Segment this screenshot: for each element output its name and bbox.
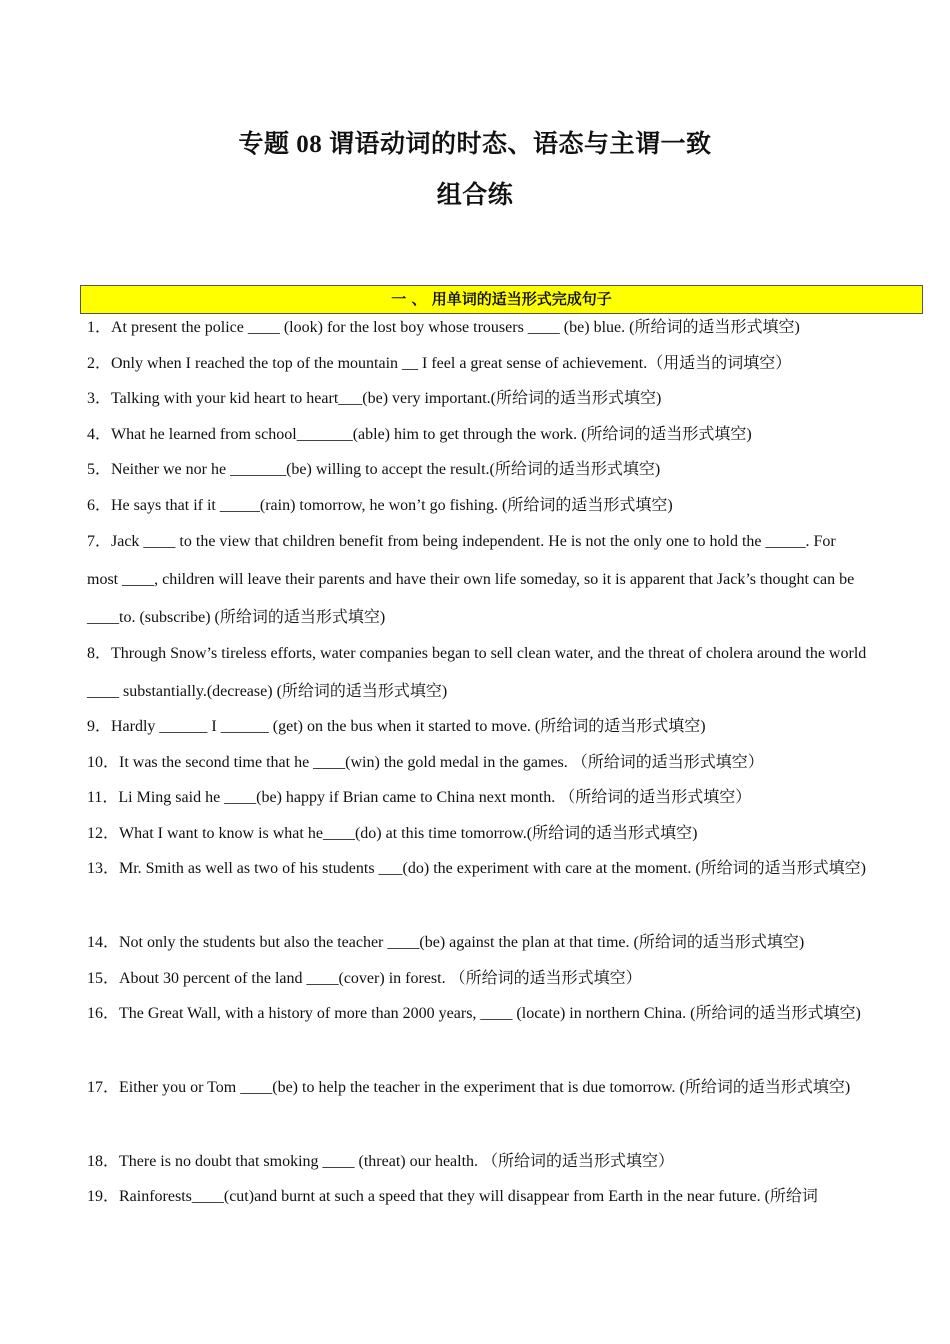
question-item: 7．Jack ____ to the view that children benefit from being independent. He is not the only one to hold the _____. For most ____, children will leave their parents and have their own life someday, so it is apparent that Jack’s thought can be ____to. (subscribe) (所给词的适当形式填空) <box>87 533 855 626</box>
page-title: 专题 08 谓语动词的时态、语态与主谓一致 <box>238 131 712 158</box>
question-item: 2．Only when I reached the top of the mountain __ I feel a great sense of achievement.（用适当的词填空） <box>87 355 792 372</box>
page-subtitle: 组合练 <box>436 182 514 209</box>
question-item: 1．At present the police ____ (look) for the lost boy whose trousers ____ (be) blue. (所给词的适当形式填空) <box>87 319 800 336</box>
question-item: 5．Neither we nor he _______(be) willing to accept the result.(所给词的适当形式填空) <box>87 461 661 478</box>
question-item: 14．Not only the students but also the teacher ____(be) against the plan at that time. (所给词的适当形式填空) <box>87 934 805 951</box>
question-item: 11．Li Ming said he ____(be) happy if Brian came to China next month. （所给词的适当形式填空） <box>87 789 752 806</box>
question-item: 9．Hardly ______ I ______ (get) on the bus when it started to move. (所给词的适当形式填空) <box>87 718 706 735</box>
question-item: 6．He says that if it _____(rain) tomorrow, he won’t go fishing. (所给词的适当形式填空) <box>87 497 673 514</box>
question-item: 12．What I want to know is what he____(do) at this time tomorrow.(所给词的适当形式填空) <box>87 825 698 842</box>
question-item: 16．The Great Wall, with a history of more than 2000 years, ____ (locate) in northern China. (所给词的适当形式填空) <box>87 1005 861 1022</box>
question-item: 3．Talking with your kid heart to heart___(be) very important.(所给词的适当形式填空) <box>87 390 662 407</box>
question-item: 10．It was the second time that he ____(win) the gold medal in the games. （所给词的适当形式填空） <box>87 754 764 771</box>
question-item: 8．Through Snow’s tireless efforts, water companies began to sell clean water, and the threat of cholera around the world ____ substantially.(decrease) (所给词的适当形式填空) <box>87 645 867 700</box>
section-heading: 一 、 用单词的适当形式完成句子 <box>80 285 923 314</box>
question-item: 4．What he learned from school_______(able) him to get through the work. (所给词的适当形式填空) <box>87 426 752 443</box>
question-item: 13．Mr. Smith as well as two of his students ___(do) the experiment with care at the moment. (所给词的适当形式填空) <box>87 860 866 877</box>
question-item: 15．About 30 percent of the land ____(cover) in forest. （所给词的适当形式填空） <box>87 970 642 987</box>
question-item: 19．Rainforests____(cut)and burnt at such a speed that they will disappear from Earth in the near future. (所给词 <box>87 1188 818 1205</box>
question-item: 17．Either you or Tom ____(be) to help the teacher in the experiment that is due tomorrow. (所给词的适当形式填空) <box>87 1079 851 1096</box>
question-item: 18．There is no doubt that smoking ____ (threat) our health. （所给词的适当形式填空） <box>87 1153 675 1170</box>
